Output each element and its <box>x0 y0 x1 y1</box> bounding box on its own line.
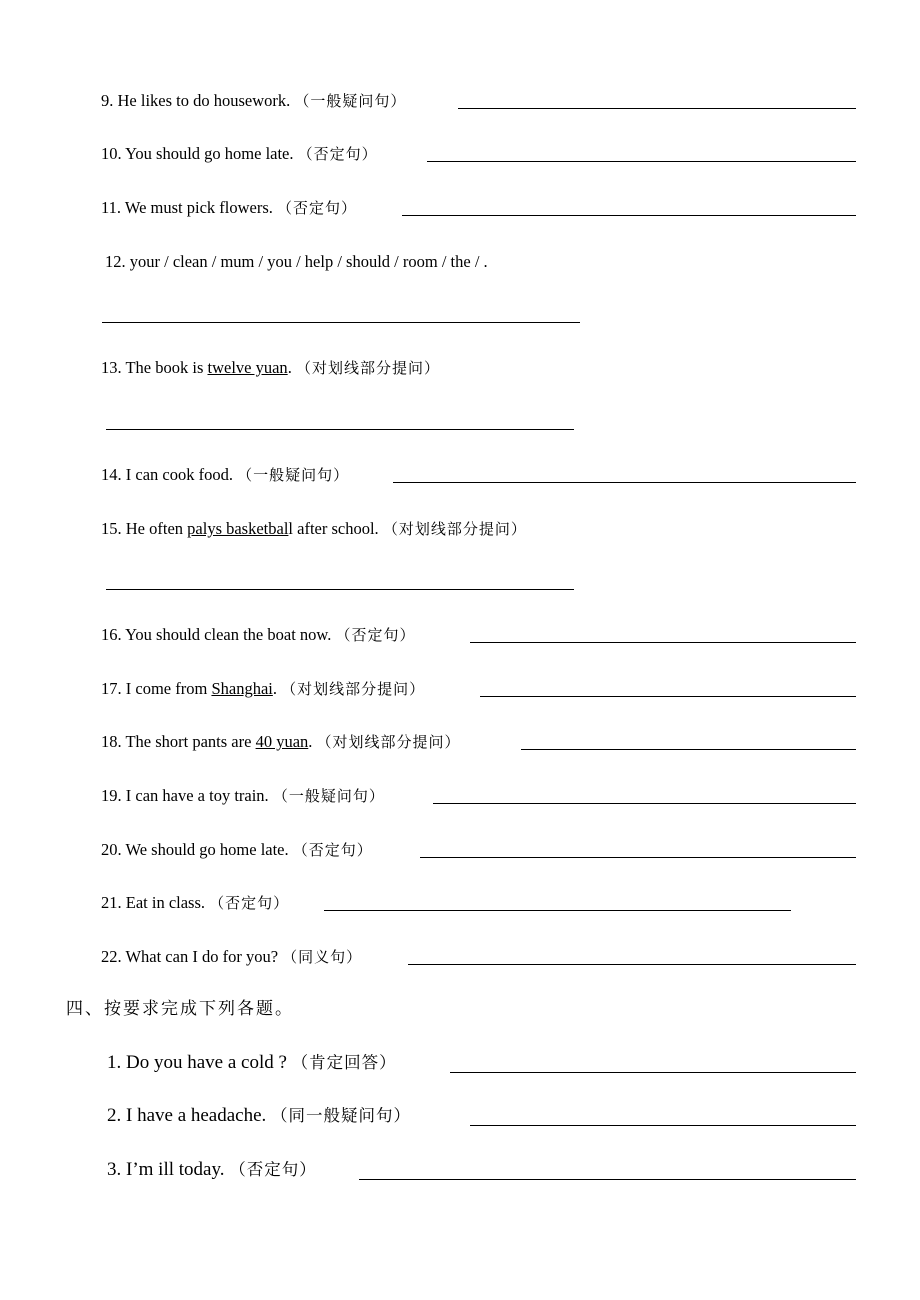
question-instruction: （肯定回答） <box>291 1053 397 1072</box>
question-text: What can I do for you? <box>125 947 279 966</box>
question-21 <box>101 892 289 914</box>
question-instruction: （否定句） <box>209 894 290 912</box>
question-instruction: （否定句） <box>297 145 378 163</box>
question-instruction: （同一般疑问句） <box>271 1106 412 1125</box>
question-10 <box>101 143 378 165</box>
question-number: 19. <box>101 786 122 805</box>
question-text: I have a headache. <box>126 1105 267 1126</box>
question-text-after: . <box>308 732 313 751</box>
question-9 <box>101 90 406 112</box>
question-number: 16. <box>101 625 122 644</box>
section-4-question-3 <box>107 1159 317 1181</box>
question-instruction: （否定句） <box>292 841 373 859</box>
question-text-before: The short pants are <box>125 732 256 751</box>
question-number: 11. <box>101 198 122 217</box>
question-number: 13. <box>101 358 122 377</box>
question-text: He likes to do housework. <box>117 91 291 110</box>
question-22 <box>101 946 362 968</box>
question-number: 17. <box>101 679 122 698</box>
question-number: 10. <box>101 144 122 163</box>
question-15 <box>101 518 527 540</box>
question-instruction: （一般疑问句） <box>294 92 407 110</box>
answer-line-22[interactable] <box>408 964 856 965</box>
question-17 <box>101 678 425 700</box>
question-instruction: （一般疑问句） <box>272 787 385 805</box>
underlined-phrase: 40 yuan <box>255 732 309 751</box>
question-16 <box>101 624 416 646</box>
answer-line-21[interactable] <box>324 910 791 911</box>
question-text-after: . <box>272 679 277 698</box>
answer-line-19[interactable] <box>433 803 856 804</box>
section-4-answer-line-2[interactable] <box>470 1125 856 1126</box>
question-13 <box>101 357 440 379</box>
question-text-after: l after school. <box>288 519 379 538</box>
section-4-question-2 <box>107 1105 411 1127</box>
question-number: 14. <box>101 465 122 484</box>
question-instruction: （对划线部分提问） <box>382 520 527 538</box>
question-text-before: He often <box>125 519 188 538</box>
question-text: your / clean / mum / you / help / should / room / the / . <box>129 252 488 271</box>
question-number: 1. <box>107 1052 122 1073</box>
question-number: 20. <box>101 840 122 859</box>
question-12 <box>105 251 488 273</box>
question-text: You should go home late. <box>125 144 294 163</box>
question-number: 9. <box>101 91 114 110</box>
question-19 <box>101 785 385 807</box>
answer-line-13[interactable] <box>106 429 574 430</box>
question-11 <box>101 197 357 219</box>
answer-line-12[interactable] <box>102 322 580 323</box>
question-instruction: （对划线部分提问） <box>281 680 426 698</box>
section-4-answer-line-3[interactable] <box>359 1179 856 1180</box>
question-20 <box>101 839 373 861</box>
section-4-title: 四、按要求完成下列各题。 <box>66 999 294 1019</box>
answer-line-20[interactable] <box>420 857 856 858</box>
underlined-phrase: twelve yuan <box>207 358 288 377</box>
question-text: I’m ill today. <box>126 1159 225 1180</box>
question-instruction: （一般疑问句） <box>237 466 350 484</box>
answer-line-15[interactable] <box>106 589 574 590</box>
answer-line-14[interactable] <box>393 482 856 483</box>
question-number: 18. <box>101 732 122 751</box>
answer-line-11[interactable] <box>402 215 856 216</box>
question-number: 12. <box>105 252 126 271</box>
question-instruction: （否定句） <box>335 626 416 644</box>
question-text: Do you have a cold ? <box>126 1052 287 1073</box>
answer-line-16[interactable] <box>470 642 856 643</box>
question-18 <box>101 731 461 753</box>
question-number: 3. <box>107 1159 122 1180</box>
answer-line-17[interactable] <box>480 696 856 697</box>
question-instruction: （同义句） <box>282 948 363 966</box>
question-instruction: （对划线部分提问） <box>295 359 440 377</box>
section-4-question-1 <box>107 1052 397 1074</box>
question-instruction: （对划线部分提问） <box>316 733 461 751</box>
underlined-phrase: palys basketbal <box>187 519 289 538</box>
answer-line-18[interactable] <box>521 749 856 750</box>
question-text: Eat in class. <box>125 893 206 912</box>
question-number: 2. <box>107 1105 122 1126</box>
question-text: I can cook food. <box>125 465 233 484</box>
question-number: 21. <box>101 893 122 912</box>
answer-line-10[interactable] <box>427 161 856 162</box>
question-text-after: . <box>287 358 292 377</box>
question-number: 22. <box>101 947 122 966</box>
underlined-phrase: Shanghai <box>211 679 273 698</box>
question-text: We should go home late. <box>125 840 289 859</box>
question-text: I can have a toy train. <box>125 786 269 805</box>
question-text-before: I come from <box>125 679 212 698</box>
question-number: 15. <box>101 519 122 538</box>
question-text-before: The book is <box>125 358 208 377</box>
question-instruction: （否定句） <box>229 1160 317 1179</box>
section-4-answer-line-1[interactable] <box>450 1072 856 1073</box>
question-text: You should clean the boat now. <box>125 625 332 644</box>
question-instruction: （否定句） <box>277 199 358 217</box>
question-text: We must pick flowers. <box>124 198 273 217</box>
answer-line-9[interactable] <box>458 108 856 109</box>
question-14 <box>101 464 349 486</box>
